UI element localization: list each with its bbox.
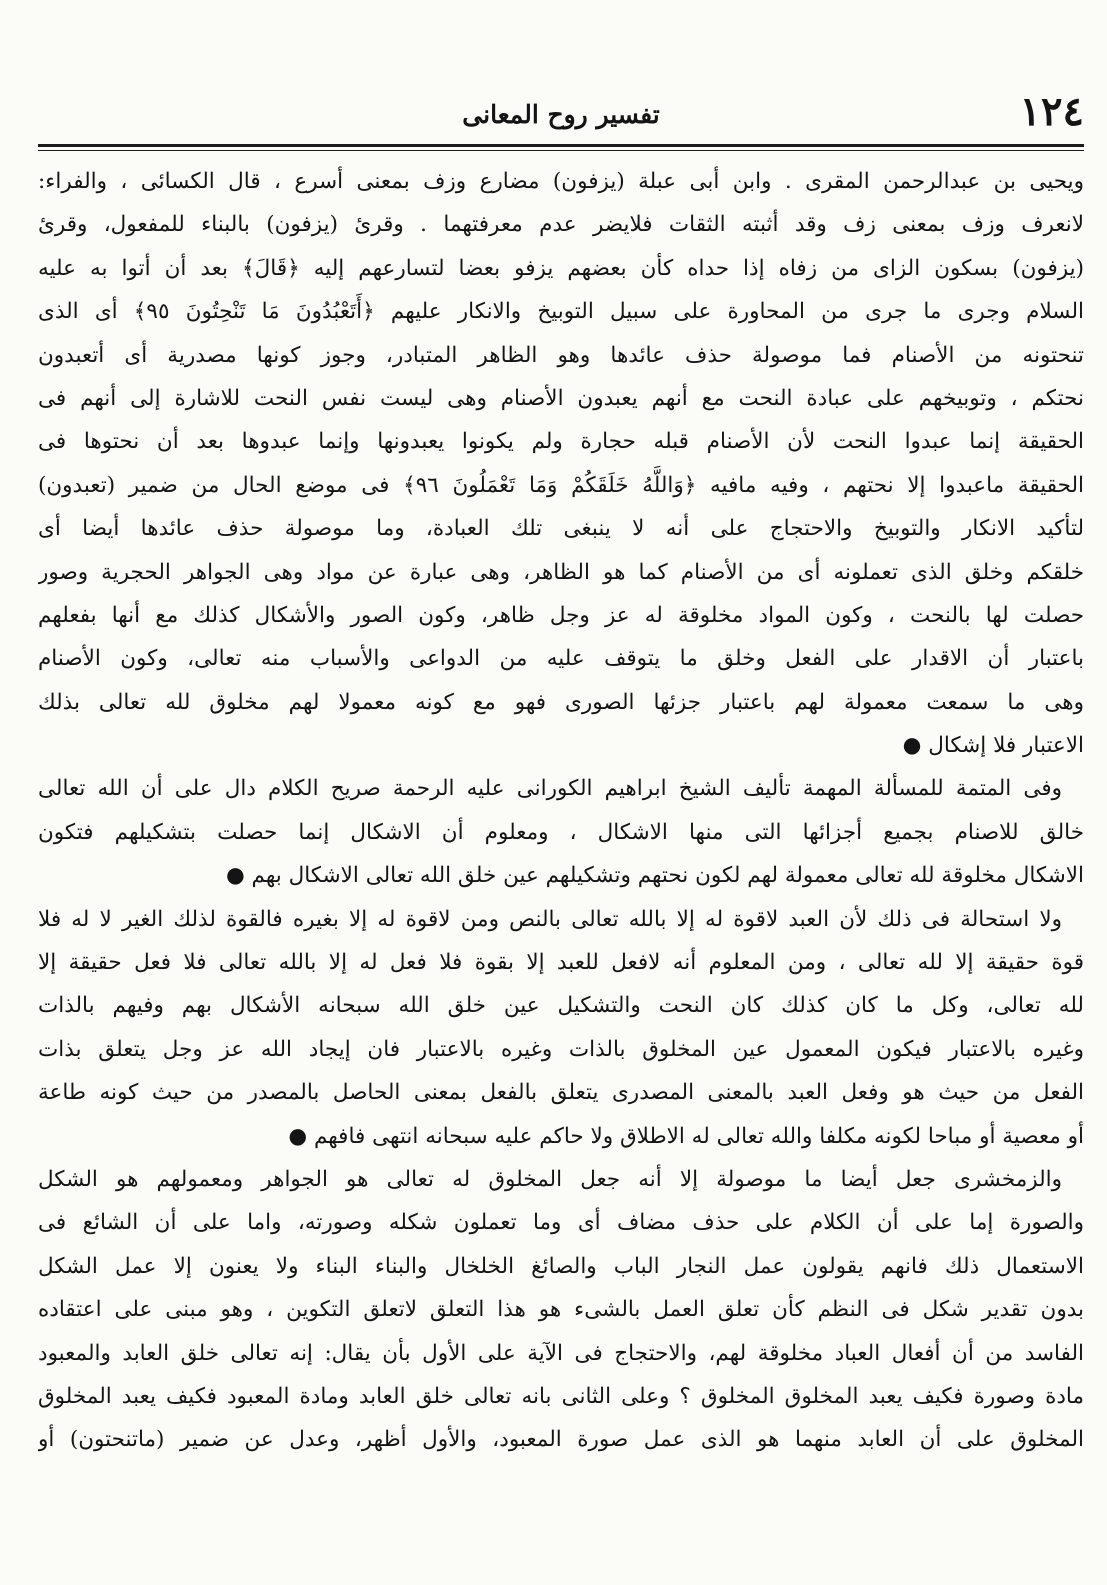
text-line: والزمخشرى جعل أيضا ما موصولة إلا أنه جعل المخلوق له تعالى هو الجواهر ومعمولهم هو الشكل xyxy=(38,1166,1062,1192)
text-line: مادة وصورة فكيف يعبد المخلوق المخلوق ؟ وعلى الثانى بانه تعالى خلق العابد ومادة المعبود فكيف يعبد المخلوق xyxy=(38,1383,1084,1409)
text-line: أو معصية أو مباحا لكونه مكلفا والله تعالى له الاطلاق ولا حاكم عليه سبحانه انتهى فافهم ● xyxy=(288,1123,1084,1149)
text-line: لانعرف وزف بمعنى زف وقد أثبته الثقات فلايضر عدم معرفتهما . وقرئ (يزفون) بالبناء للمفعول، وقرئ xyxy=(38,212,1084,238)
text-line: الفاسد من أن أفعال العباد مخلوقة لهم، والاحتجاج فى الآية على الأول بأن يقال: إنه تعالى خلق العابد والمعبود xyxy=(38,1340,1084,1366)
text-line: الفعل من حيث هو وفعل العبد بالمعنى المصدرى يتعلق بالفعل بمعنى الحاصل بالمصدر من حيث كونه طاعة xyxy=(38,1080,1084,1106)
text-line: الحقيقة إنما عبدوا النحت لأن الأصنام قبله حجارة ولم يكونوا يعبدونها وإنما عبدوها بعد أن نحتوها فى xyxy=(38,429,1084,455)
text-line: تنحتونه من الأصنام فما موصولة حذف عائدها وهو الظاهر المتبادر، وجوز كونها مصدرية أى أتعبدون xyxy=(38,342,1084,368)
header-rule xyxy=(38,144,1084,147)
text-line: وغيره بالاعتبار فيكون المعمول عين المخلوق بالذات وغيره بالاعتبار فان إيجاد الله عز وجل يتعلق بذات xyxy=(38,1036,1084,1062)
text-line: ولا استحالة فى ذلك لأن العبد لاقوة له إلا بالله تعالى بالنص ومن لاقوة له إلا بغيره فالقوة لذلك الغير لا له فلا xyxy=(38,906,1062,932)
text-line: الحقيقة ماعبدوا إلا نحتهم ، وفيه مافيه ﴿وَاللَّهُ خَلَقَكُمْ وَمَا تَعْمَلُونَ ٩٦﴾ فى موضع الحال من ضمير (تعبدون) xyxy=(38,472,1084,498)
text-line: وفى المتمة للمسألة المهمة تأليف الشيخ ابراهيم الكورانى عليه الرحمة صريح الكلام دال على أن الله تعالى xyxy=(38,776,1062,802)
text-line: خلقكم وخلق الذى تعملونه أى من الأصنام كما هو الظاهر، وهى عبارة عن مواد وهى الجواهر الحجرية وصور xyxy=(38,559,1084,585)
text-line: الاستعمال ذلك فانهم يقولون عمل النجار الباب والصائغ الخلخال والبناء البناء ولا يعنون إلا عمل الشكل xyxy=(38,1253,1084,1279)
text-line: السلام وجرى ما جرى من المحاورة على سبيل التوبيخ والانكار عليهم ﴿أَتَعْبُدُونَ مَا تَنْحِتُونَ ٩٥﴾ أى الذى xyxy=(38,299,1084,325)
text-line: قوة حقيقة إلا لله تعالى ، ومن المعلوم أنه لافعل للعبد إلا بقوة فلا فعل له إلا بالله تعالى فلا فعل حقيقة إلا xyxy=(38,950,1084,976)
text-line: باعتبار أن الاقدار على الفعل وخلق ما يتوقف عليه من الدواعى والأسباب منه تعالى، وكون الأصنام xyxy=(38,646,1084,672)
running-title: تفسير روح المعانى xyxy=(462,100,660,129)
text-line: لله تعالى، وكل ما كان كذلك كان النحت والتشكيل عين خلق الله سبحانه الأشكال بهم وفيهم بالذات xyxy=(38,993,1084,1019)
page-number: ١٢٤ xyxy=(1019,88,1084,135)
text-line: نحتكم ، وتوبيخهم على عبادة النحت مع أنهم يعبدون الأصنام وهى ليست نفس النحت للاشارة إلى أنهم فى xyxy=(38,385,1084,411)
text-line: والصورة إما على أن الكلام على حذف مضاف أى وما تعملون شكله وصورته، واما على أن الشائع فى xyxy=(38,1210,1084,1236)
text-line: المخلوق على أن العابد منهما هو الذى عمل صورة المعبود، والأول أظهر، وعدل عن ضمير (ماتنحتون) أو xyxy=(38,1427,1084,1453)
text-line: وهى ما سمعت معمولة لهم باعتبار جزئها الصورى فهو مع كونه معمولا لهم مخلوق لله تعالى بذلك xyxy=(38,689,1084,715)
text-line: خالق للاصنام بجميع أجزائها التى منها الاشكال ، ومعلوم أن الاشكال إنما حصلت بتشكيلهم فتكون xyxy=(38,819,1084,845)
text-line: ويحيى بن عبدالرحمن المقرى . وابن أبى عبلة (يزفون) مضارع وزف بمعنى أسرع ، قال الكسائى ، والفراء: xyxy=(38,169,1084,194)
text-line: لتأكيد الانكار والتوبيخ والاحتجاج على أنه لا ينبغى تلك العبادة، وما موصولة حذف عائدها أيضا أى xyxy=(38,516,1084,542)
text-line: حصلت لها بالنحت ، وكون المواد مخلوقة له عز وجل ظاهر، وكون الصور والأشكال كذلك مع أنها بفعلهم xyxy=(38,602,1084,628)
text-line: (يزفون) بسكون الزاى من زفاه إذا حداه كأن بعضهم يزفو بعضا لتسارعهم إليه ﴿قَالَ﴾ بعد أن أتوا به عليه xyxy=(38,255,1084,281)
text-line: بدون تقدير شكل فى النظم كأن تعلق العمل بالشىء هو هذا التعلق لاتعلق التكوين ، وهو مبنى على اعتقاده xyxy=(38,1297,1084,1323)
body-text xyxy=(38,160,1084,1462)
text-line: الاشكال مخلوقة لله تعالى معمولة لهم لكون نحتهم وتشكيلهم عين خلق الله تعالى الاشكال بهم ● xyxy=(225,863,1084,889)
page-header xyxy=(38,88,1084,150)
header-rule-thin xyxy=(38,150,1084,151)
text-line: الاعتبار فلا إشكال ● xyxy=(902,733,1084,759)
